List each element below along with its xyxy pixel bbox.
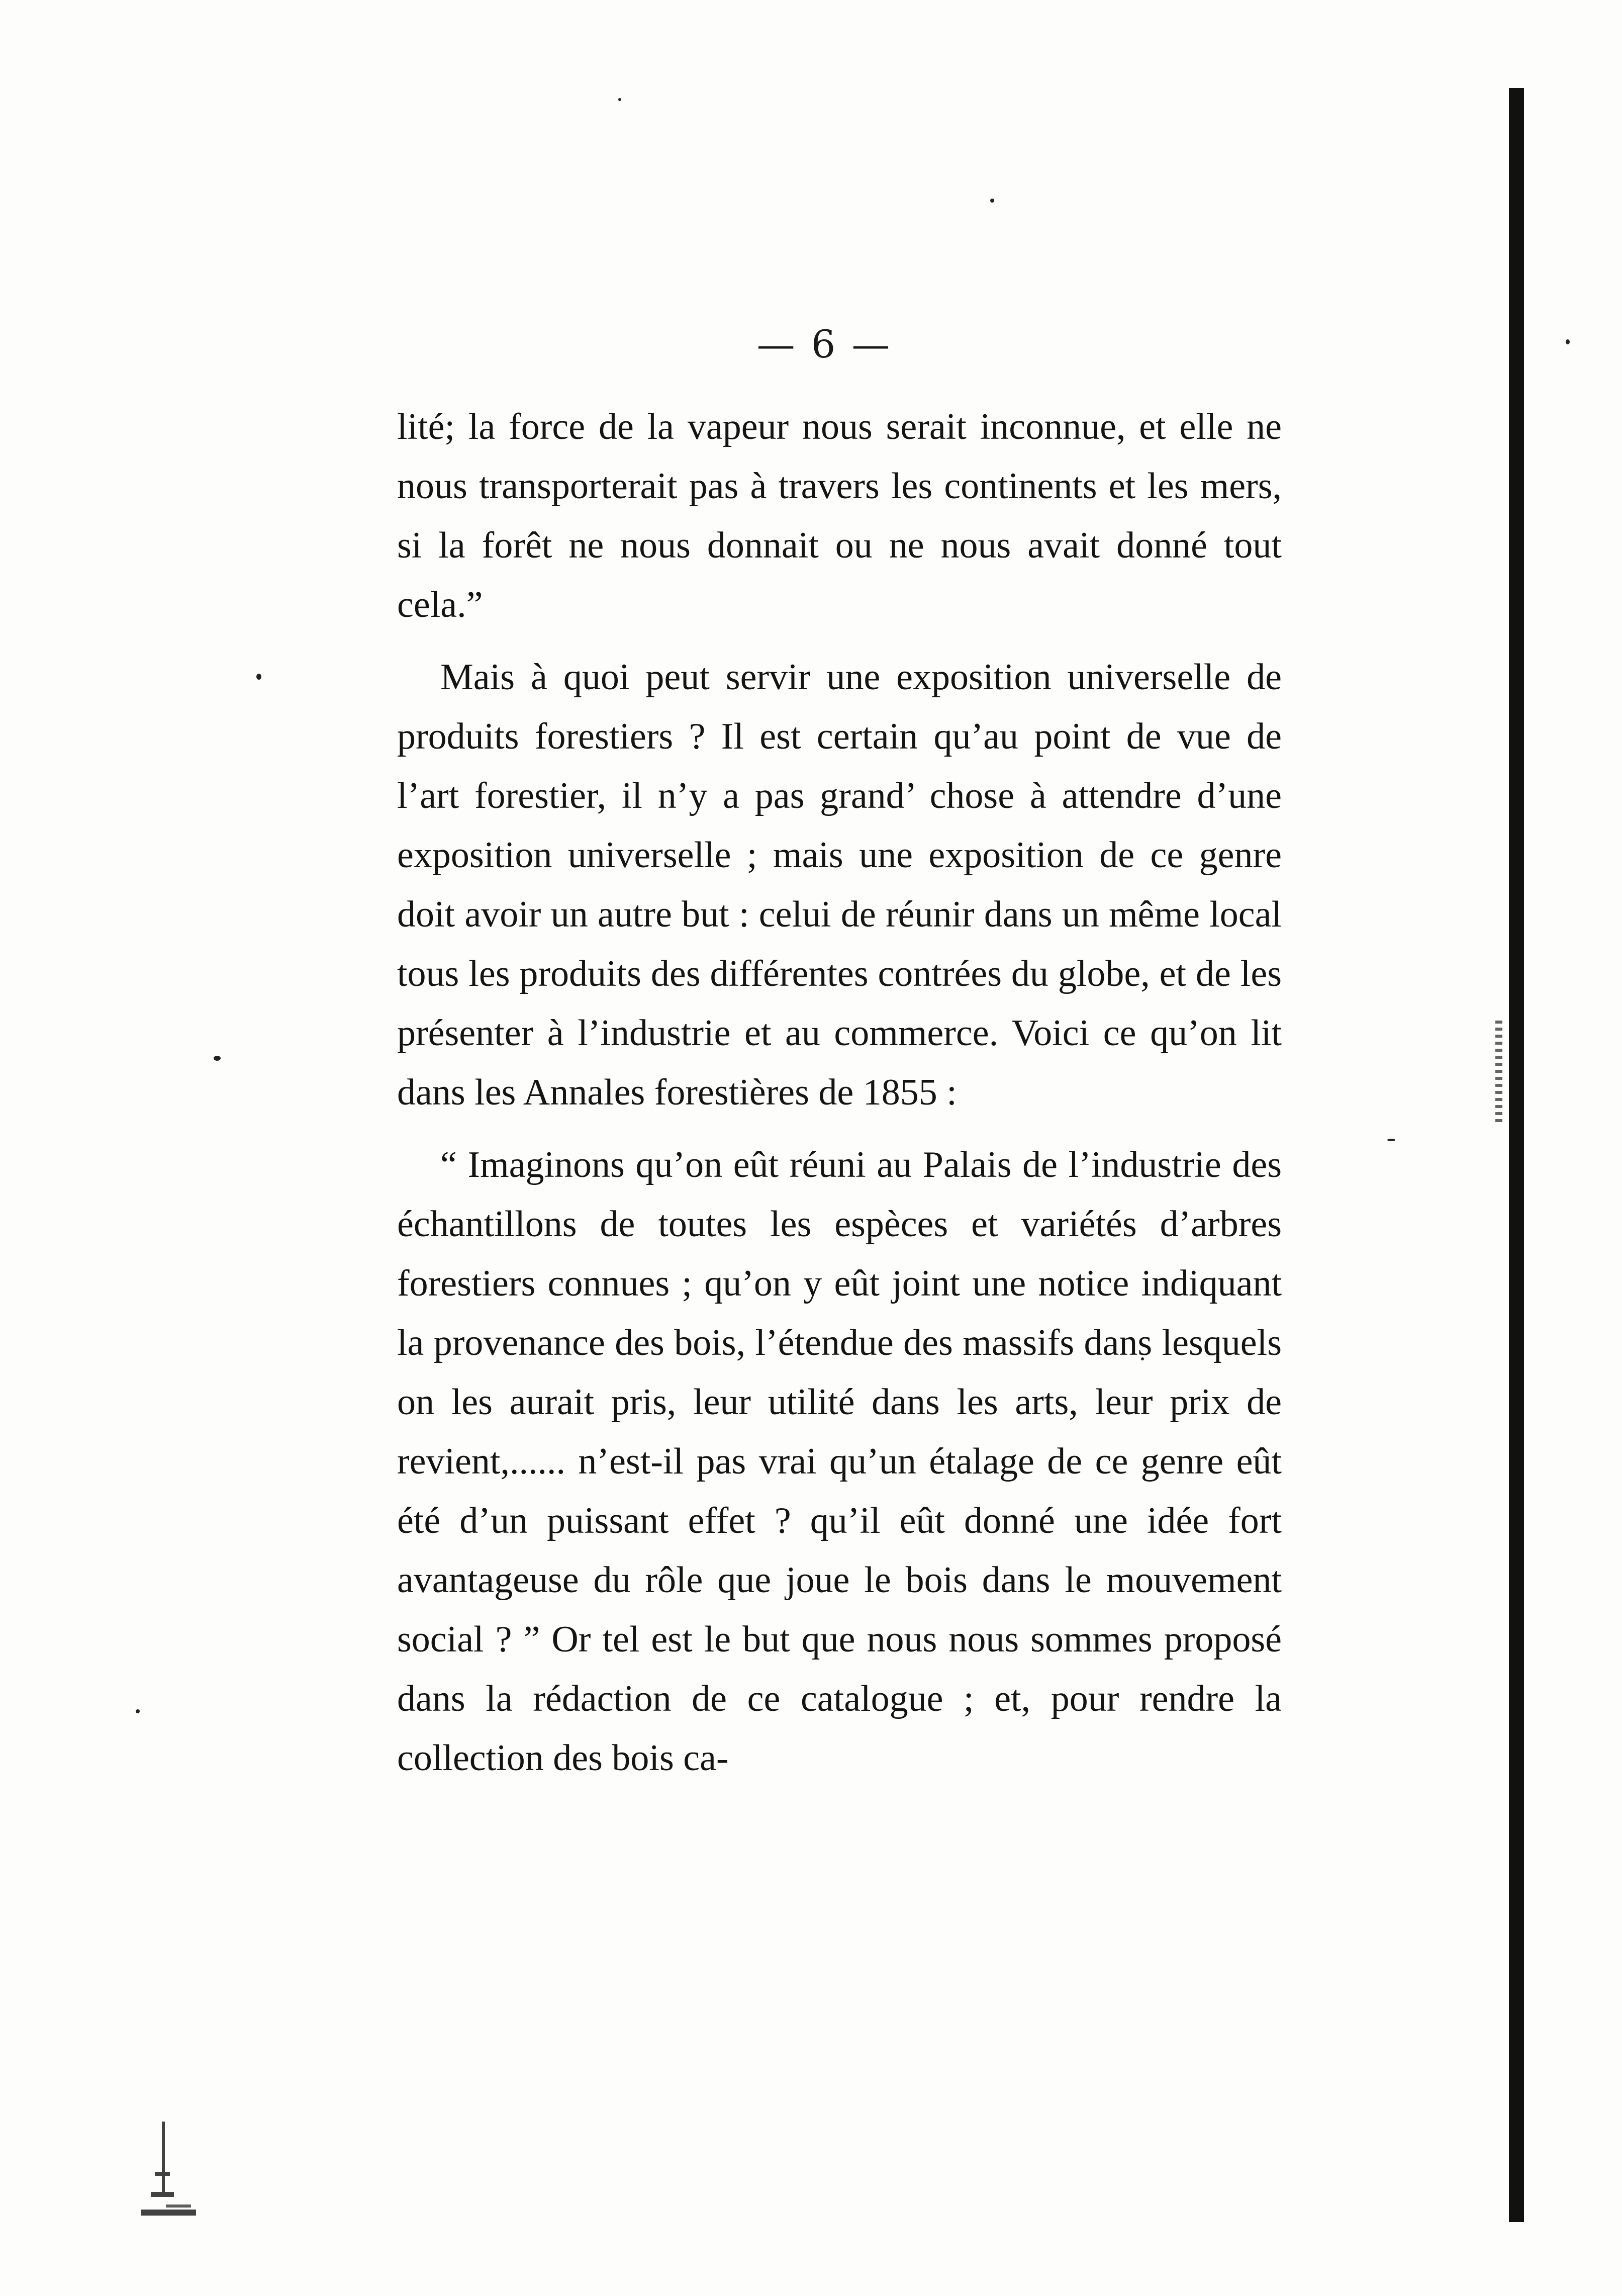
page-number: — 6 — bbox=[756, 322, 892, 366]
dust-speck bbox=[214, 1056, 221, 1061]
dust-speck bbox=[136, 1709, 140, 1713]
paragraph-quotation: “ Imaginons qu’on eût réuni au Palais de l’industrie des échantillons de toutes les espèces et variétés d’arbres forestiers connues ; qu’on y eût joint une notice indiquant la provenance des bois, l’étendue des massifs dans lesquels on les aurait pris, leur utilité dans les arts, leur prix de revient,...... n’est-il pas vrai qu’un étalage de ce genre eût été d’un puissant effet ? qu’il eût donné une idée fort avantageuse du rôle que joue le bois dans le mouvement social ? ” Or tel est le but que nous nous sommes proposé dans la rédaction de ce catalogue ; et, pour rendre la collection des bois ca- bbox=[397, 1144, 1282, 1779]
scan-artifact-mark bbox=[131, 2111, 201, 2227]
dust-speck bbox=[990, 199, 994, 203]
dust-speck bbox=[1387, 1139, 1395, 1141]
body-text bbox=[397, 397, 1282, 1801]
paragraph-exposition: Mais à quoi peut servir une exposition universelle de produits forestiers ? Il est certain qu’au point de vue de l’art forestier, il n’y a pas grand’ chose à attendre d’une exposition universelle ; mais une exposition de ce genre doit avoir un autre but : celui de réunir dans un même local tous les produits des différentes contrées du globe, et de les présenter à l’industrie et au commerce. Voici ce qu’on lit dans les Annales forestières de 1855 : bbox=[397, 657, 1282, 1113]
dust-speck bbox=[256, 674, 261, 680]
dust-speck bbox=[1566, 339, 1570, 344]
binding-edge-notch bbox=[1495, 1021, 1502, 1126]
paragraph-continuation: lité; la force de la vapeur nous serait inconnue, et elle ne nous transporterait pas à travers les continents et les mers, si la forêt ne nous donnait ou ne nous avait donné tout cela.” bbox=[397, 406, 1282, 625]
binding-edge-shadow bbox=[1509, 88, 1524, 2222]
dust-speck bbox=[618, 98, 621, 101]
